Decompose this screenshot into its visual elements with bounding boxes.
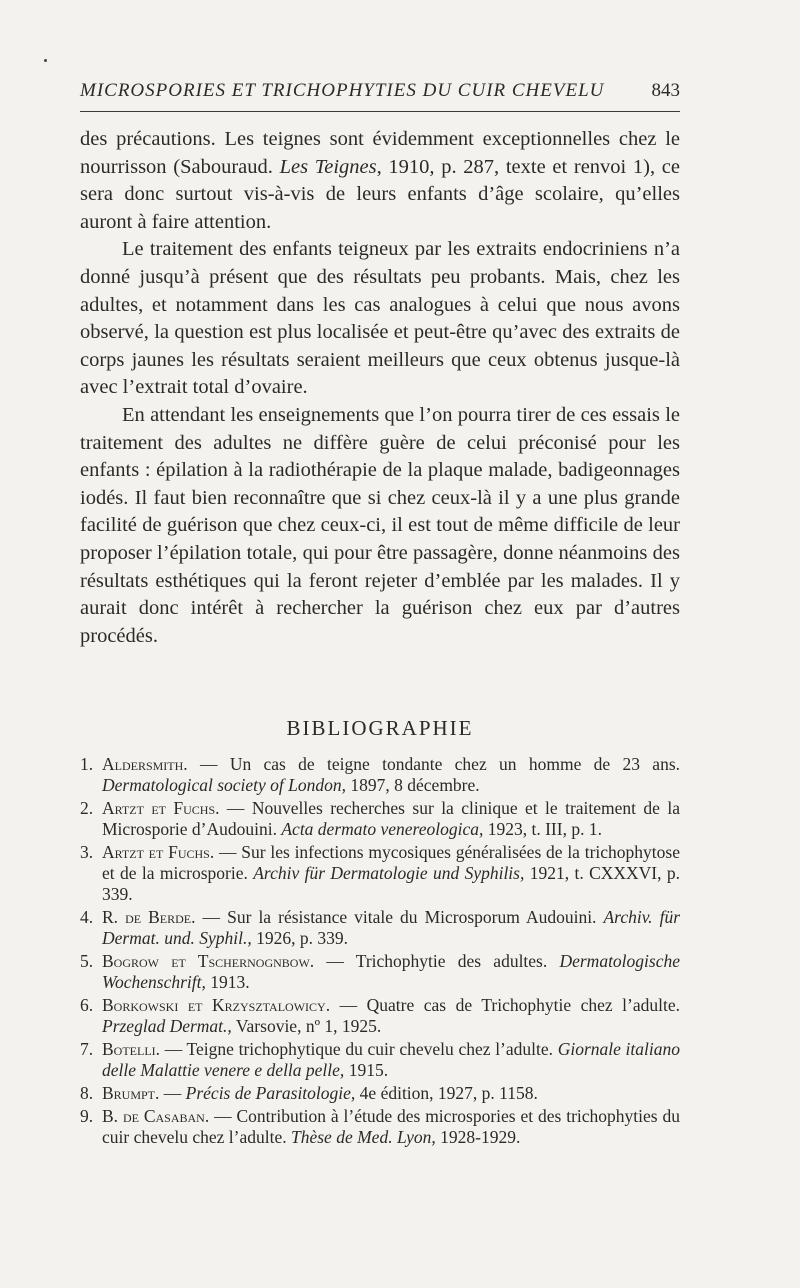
bib-author: Brumpt. <box>102 1082 160 1103</box>
paragraph-1: des précautions. Les teignes sont évidemment exceptionnelles chez le nourrisson (Sabouraud. Les Teignes, 1910, p. 287, texte et renvoi 1), ce sera donc surtout vis-à-vis de leurs enfants d’âge scolaire, qu’elles auront à faire attention. <box>80 128 681 233</box>
bib-source: Giornale italiano delle Malattie venere e della pelle, <box>102 1038 680 1080</box>
bib-author: Bogrow et Tschernognbow. <box>102 950 315 971</box>
running-title: MICROSPORIES ET TRICHOPHYTIES DU CUIR CHEVELU <box>80 80 605 101</box>
bib-source: Archiv. für Dermat. und. Syphil., <box>102 906 681 948</box>
bib-author: Botelli. <box>102 1038 161 1059</box>
bib-source: Thèse de Med. Lyon, <box>291 1126 436 1147</box>
ink-speck <box>44 59 47 62</box>
bib-source: Przeglad Dermat., <box>102 1015 232 1036</box>
bib-entry: 3. Artzt et Fuchs. — Sur les infections mycosiques généralisées de la trichophytose et de la microsporie. Archiv für Dermatologie und Syphilis, 1921, t. CXXXVI, p. 339. <box>80 841 680 904</box>
bib-entry: 4. R. de Berde. — Sur la résistance vitale du Microsporum Audouini. Archiv. für Dermat. und. Syphil., 1926, p. 339. <box>80 906 681 948</box>
bib-source: Précis de Parasitologie, <box>185 1082 356 1103</box>
bib-author: B. de Casaban. <box>102 1105 210 1126</box>
bib-entry: 9. B. de Casaban. — Contribution à l’étude des microspories et des trichophyties du cuir chevelu chez l’adulte. Thèse de Med. Lyon, 1928-1929. <box>80 1105 680 1147</box>
body-text <box>80 126 680 650</box>
bib-source: Dermatologische Wochenschrift, <box>102 950 681 992</box>
bib-source: Acta dermato venereologica, <box>281 818 484 839</box>
bib-author: Borkowski et Krzysztalowicy. <box>102 994 331 1015</box>
header-rule <box>80 111 680 112</box>
bib-entry: 8. Brumpt. — Précis de Parasitologie, 4e édition, 1927, p. 1158. <box>80 1082 538 1103</box>
bib-entry: 2. Artzt et Fuchs. — Nouvelles recherches sur la clinique et le traitement de la Microsporie d’Audouini. Acta dermato venereologica, 1923, t. III, p. 1. <box>80 797 680 839</box>
bib-source: Dermatological society of London, <box>102 774 347 795</box>
bib-entry: 7. Botelli. — Teigne trichophytique du cuir chevelu chez l’adulte. Giornale italiano delle Malattie venere e della pelle, 1915. <box>80 1038 680 1080</box>
bibliography-list <box>80 754 680 1150</box>
bib-entry: 1. Aldersmith. — Un cas de teigne tondante chez un homme de 23 ans. Dermatological society of London, 1897, 8 décembre. <box>80 754 680 795</box>
bib-source: Archiv für Dermatologie und Syphilis, <box>253 862 525 883</box>
book-title: Les Teignes <box>279 155 377 178</box>
bib-author: Aldersmith. <box>102 754 188 774</box>
running-head <box>80 80 680 102</box>
bib-author: Artzt et Fuchs. <box>102 841 215 862</box>
bibliography-title: BIBLIOGRAPHIE <box>286 716 474 740</box>
bib-author: Artzt et Fuchs. <box>102 797 220 818</box>
bib-entry: 5. Bogrow et Tschernognbow. — Trichophytie des adultes. Dermatologische Wochenschrift, 1913. <box>80 950 681 992</box>
paragraph-2: Le traitement des enfants teigneux par les extraits endocriniens n’a donné jusqu’à présent que des résultats peu probants. Mais, chez les adultes, et notamment dans les cas analogues à celui que nous avons observé, la question est plus localisée et peut-être qu’avec des extraits de corps jaunes les résultats seraient meilleurs que ceux obtenus jusque-là avec l’extrait total d’ovaire. <box>80 238 680 399</box>
bib-entry: 6. Borkowski et Krzysztalowicy. — Quatre cas de Trichophytie chez l’adulte. Przeglad Dermat., Varsovie, nº 1, 1925. <box>80 994 680 1036</box>
bib-author: R. de Berde. <box>102 906 196 927</box>
page-number: 843 <box>651 80 680 101</box>
paragraph-3: En attendant les enseignements que l’on pourra tirer de ces essais le traitement des adultes ne diffère guère de celui préconisé pour les enfants : épilation à la radiothérapie de la plaque malade, badigeonnages iodés. Il faut bien reconnaître que si chez ceux-là il y a une plus grande facilité de guérison que chez ceux-ci, il est tout de même difficile de leur proposer l’épilation totale, qui pour être passagère, donne néanmoins des résultats esthétiques qui la feront rejeter d’emblée par les malades. Il y aurait donc intérêt à rechercher la guérison chez eux par d’autres procédés. <box>80 403 680 647</box>
